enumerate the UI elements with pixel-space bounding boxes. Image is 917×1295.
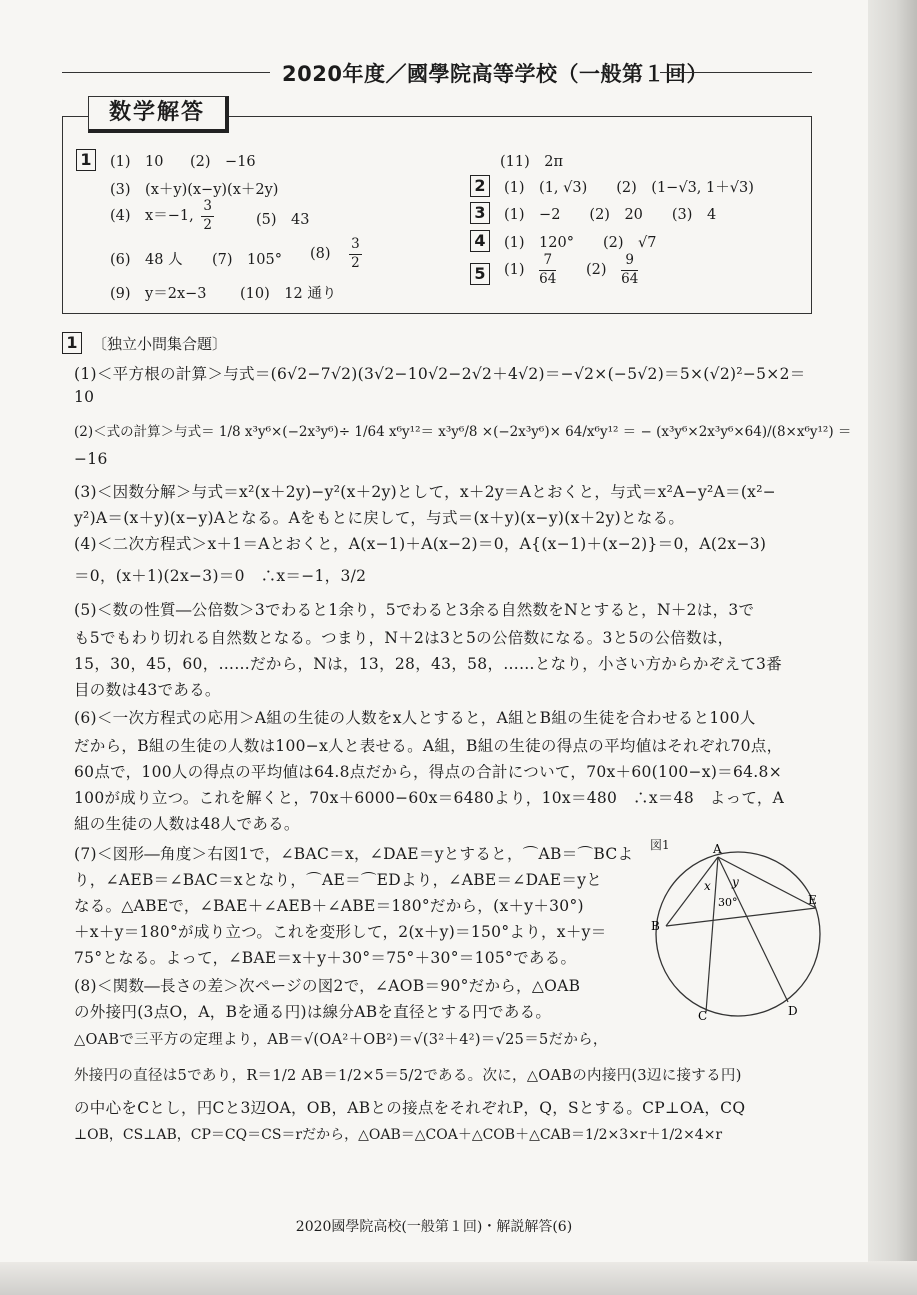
fraction-denominator: 2 [203,216,212,233]
solution-line: (6)＜一次方程式の応用＞A組の生徒の人数をx人とすると，A組とB組の生徒を合わせると100人 [74,709,756,727]
angle-x-label: x [704,879,711,893]
fraction-denominator: 2 [351,254,360,271]
solution-line: △OABで三平方の定理より，AB＝√(OA²＋OB²)＝√(3²＋4²)＝√25＝5だから， [74,1032,608,1048]
solution-line: (3)＜因数分解＞与式＝x²(x＋2y)−y²(x＋2y)として，x＋2y＝Aとおくと，与式＝x²A−y²A＝(x²− [74,483,777,501]
figure-1-label: 図1 [650,838,670,852]
fraction-denominator: 64 [539,270,557,287]
answer-q5 [504,254,641,286]
solution-line: なる。△ABEで，∠BAE＋∠AEB＋∠ABE＝180°だから，(x＋y＋30°) [74,897,584,915]
answer-tab-label: 数学解答 [88,96,229,133]
fraction-numerator: 3 [201,200,214,217]
answer-q2: (1) (1, √3) (2) (1−√3, 1＋√3) [504,180,754,196]
solution-line: (2)＜式の計算＞与式＝ 1/8 x³y⁶×(−2x³y⁶)÷ 1/64 x⁶y¹²＝ x³y⁶/8 ×(−2x³y⁶)× 64/x⁶y¹² ＝ − (x³y⁶×2x³y⁶×64)/(8×x⁶y¹²) ＝ [74,424,852,440]
angle-30-label: 30° [718,896,738,909]
solution-line: (1)＜平方根の計算＞与式＝(6√2−7√2)(3√2−10√2−2√2＋4√2)＝−√2×(−5√2)＝5×(√2)²−5×2＝ [74,365,806,383]
point-A-label: A [713,842,722,856]
answer-1-4-prefix: (4) x＝−1, [110,208,194,224]
fraction-numerator: 3 [349,238,362,255]
solution-line: 10 [74,388,95,406]
answer-q5-2-fraction [621,254,638,286]
answer-1-1: (1) 10 [110,154,164,170]
title-rule-right [660,72,812,73]
solution-line: y²)A＝(x＋y)(x−y)Aとなる。Aをもとに戻して，与式＝(x＋y)(x−y)(x＋2y)となる。 [74,509,685,527]
segment-AD [718,857,788,1002]
angle-y-label: y [732,875,739,889]
page-footer: 2020國學院高校(一般第１回)・解説解答(6) [295,1219,573,1235]
fraction-numerator: 9 [621,254,638,271]
answer-1-10: (10) 12 通り [240,286,337,302]
answer-q5-2-prefix: (2) [585,262,607,278]
answer-1-4 [110,200,217,232]
solution-line: 100が成り立つ。これを解くと，70x＋6000−60x＝6480より，10x＝480 ∴x＝48 よって，A [74,789,785,807]
solution-line: 組の生徒の人数は48人である。 [74,815,300,833]
page-bottom-shadow [0,1261,917,1295]
title-rule-left [62,72,270,73]
answer-1-9: (9) y＝2x−3 [110,286,207,302]
answer-1-5: (5) 43 [256,212,310,228]
answer-q2-number: 2 [470,175,490,197]
answer-q4-number: 4 [470,230,490,252]
solution-line: 15，30，45，60，……だから，Nは，13，28，43，58，……となり，小さい方からかぞえて3番 [74,655,783,673]
solution-line: (7)＜図形―角度＞右図1で，∠BAC＝x，∠DAE＝yとすると，⌒AB＝⌒BCよ [74,845,634,863]
answer-1-3: (3) (x＋y)(x−y)(x＋2y) [110,182,279,198]
solution-line: 目の数は43である。 [74,681,221,699]
point-B-label: B [651,919,660,933]
solution-line: の中心をCとし，円Cと3辺OA，OB，ABとの接点をそれぞれP，Q，Sとする。CP⊥OA，CQ [74,1099,746,1117]
solution-line: り，∠AEB＝∠BAC＝xとなり，⌒AE＝⌒EDより，∠ABE＝∠DAE＝yと [74,871,603,889]
solution-section-number: 1 [62,332,82,354]
solution-line: (8)＜関数―長さの差＞次ページの図2で，∠AOB＝90°だから，△OAB [74,977,581,995]
figure-1-circle-diagram [648,840,828,1020]
solution-section-title: 〔独立小問集合題〕 [92,335,228,353]
page-edge-shadow [865,0,917,1295]
solution-line: −16 [74,450,108,468]
fraction-numerator: 7 [539,254,556,271]
answer-q5-1-fraction [539,254,556,286]
solution-line: も5でもわり切れる自然数となる。つまり，N＋2は3と5の公倍数になる。3と5の公倍数は， [74,629,734,647]
answer-q1-number: 1 [76,149,96,171]
answer-1-7: (7) 105° [212,252,282,268]
point-C-label: C [698,1009,708,1020]
answer-1-11: (11) 2π [500,154,564,170]
solution-line: 75°となる。よって，∠BAE＝x＋y＋30°＝75°＋30°＝105°である。 [74,949,577,967]
solution-line: ⊥OB，CS⊥AB，CP＝CQ＝CS＝rだから，△OAB＝△COA＋△COB＋△CAB＝1/2×3×r＋1/2×4×r [74,1127,723,1143]
solution-line: 外接円の直径は5であり，R＝1/2 AB＝1/2×5＝5/2である。次に，△OABの内接円(3辺に接する円) [74,1068,742,1084]
answer-1-6: (6) 48 人 [110,252,183,268]
solution-line: (5)＜数の性質―公倍数＞3でわると1余り，5でわると3余る自然数をNとすると，N＋2は，3で [74,601,755,619]
answer-q5-number: 5 [470,263,490,285]
fraction-denominator: 64 [621,270,639,287]
solution-line: ＝0，(x＋1)(2x−3)＝0 ∴x＝−1，3/2 [74,567,367,585]
header [62,58,812,94]
answer-q5-1-prefix: (1) [504,262,525,278]
page-title: 2020年度／國學院高等学校（一般第１回） [282,62,708,86]
point-D-label: D [788,1004,798,1018]
answer-1-8-fraction [349,238,362,270]
answer-q3: (1) −2 (2) 20 (3) 4 [504,207,717,223]
answer-1-8 [310,238,365,270]
solution-line: の外接円(3点O，A，Bを通る円)は線分ABを直径とする円である。 [74,1003,552,1021]
solution-line: (4)＜二次方程式＞x＋1＝Aとおくと，A(x−1)＋A(x−2)＝0，A{(x−1)＋(x−2)}＝0，A(2x−3) [74,535,767,553]
answer-1-2: (2) −16 [190,154,256,170]
solution-line: 60点で，100人の得点の平均値は64.8点だから，得点の合計について，70x＋60(100−x)＝64.8× [74,763,782,781]
point-E-label: E [808,893,817,907]
segment-BE [666,908,816,926]
solution-line: ＋x＋y＝180°が成り立つ。これを変形して，2(x＋y)＝150°より，x＋y＝ [74,923,607,941]
answer-q4: (1) 120° (2) √7 [504,235,657,251]
answer-1-4-fraction [201,200,214,232]
answer-q3-number: 3 [470,202,490,224]
solution-line: だから，B組の生徒の人数は100−x人と表せる。A組，B組の生徒の得点の平均値はそれぞれ70点， [74,737,783,755]
answer-1-8-prefix: (8) [310,246,331,262]
